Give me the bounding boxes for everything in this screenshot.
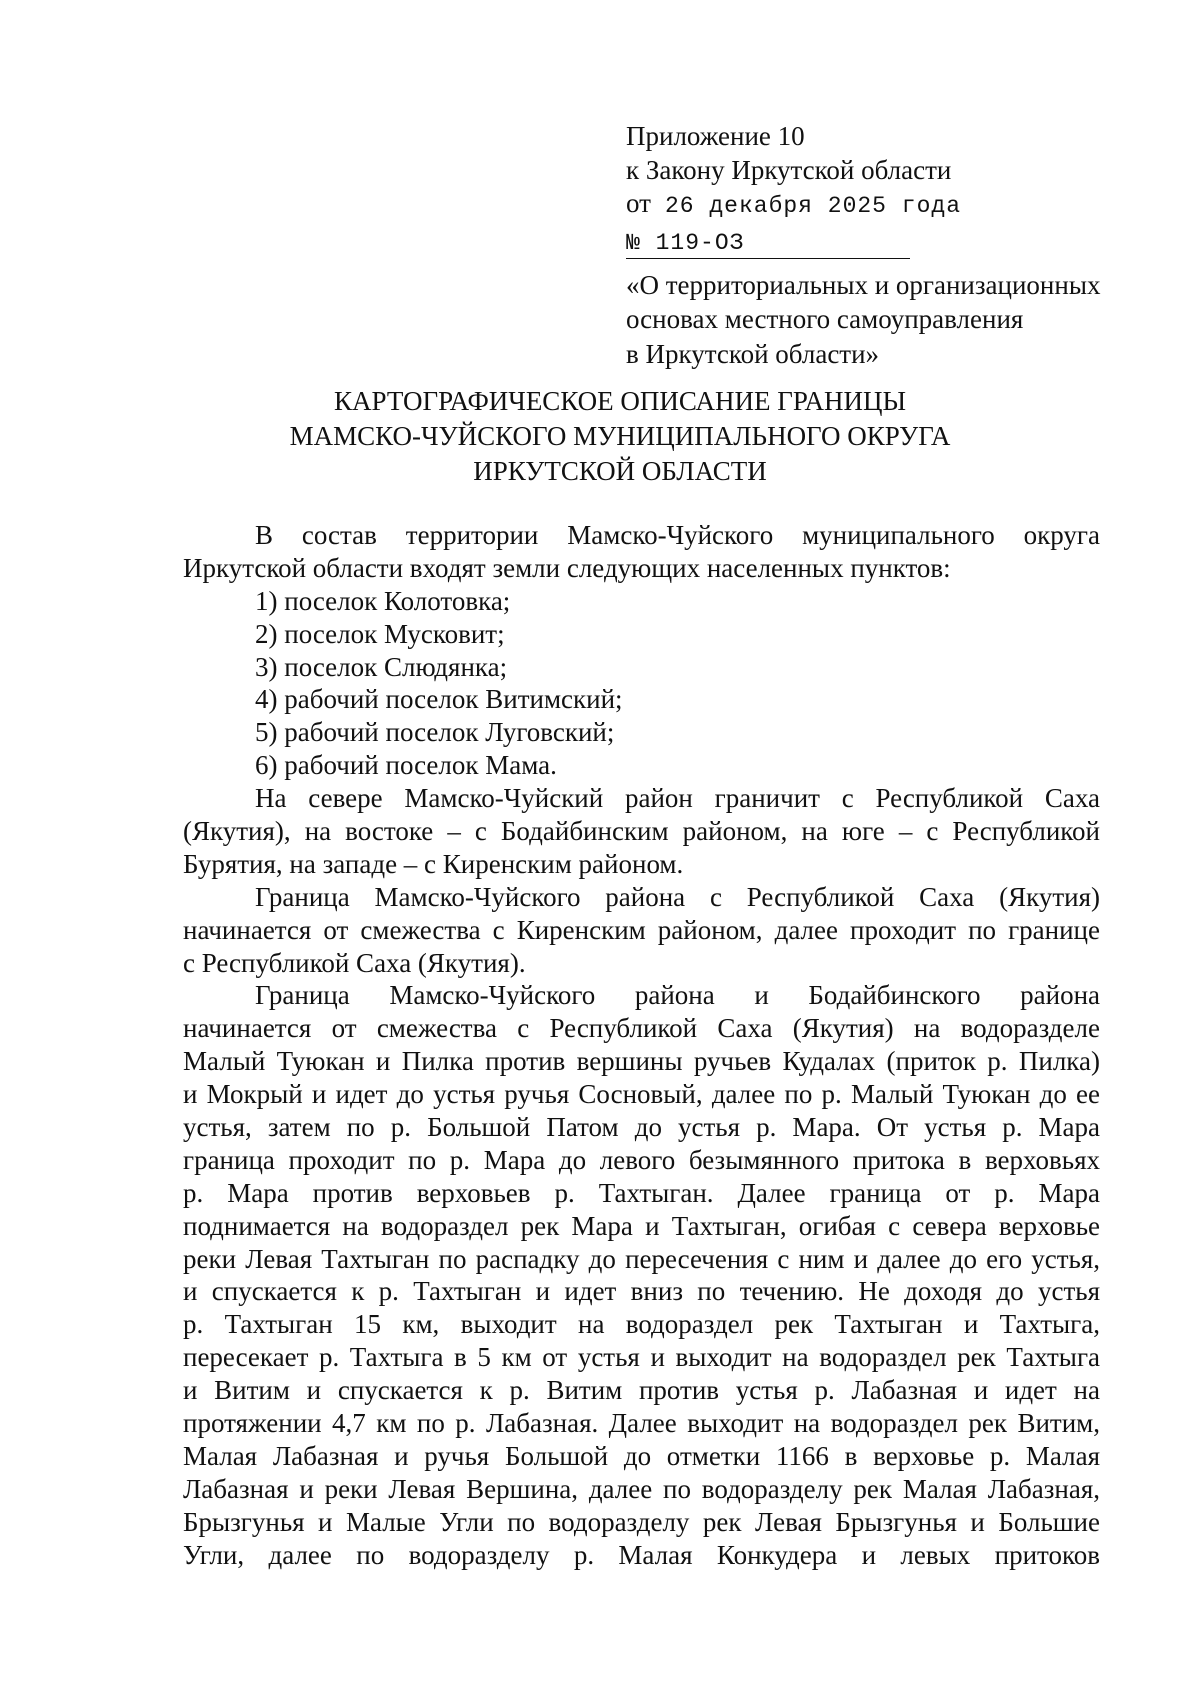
appendix-date: 26 декабря 2025 года <box>664 193 961 219</box>
sakha-border-line: начинается от смежества с Киренским районом, далее проходит по границе <box>183 914 1100 945</box>
settlement-item: 3) поселок Слюдянка; <box>255 651 508 682</box>
sakha-border-line: Граница Мамско-Чуйского района с Республикой Саха (Якутия) <box>255 881 1100 912</box>
heading-line: КАРТОГРАФИЧЕСКОЕ ОПИСАНИЕ ГРАНИЦЫ <box>333 386 907 416</box>
bodaibo-border-line: пересекает р. Тахтыга в 5 км от устья и выходит на водораздел рек Тахтыга <box>183 1342 1100 1373</box>
bodaibo-border-line: Брызгунья и Малые Угли по водоразделу рек Левая Брызгунья и Большие <box>183 1506 1100 1537</box>
bodaibo-border-line: протяжении 4,7 км по р. Лабазная. Далее выходит на водораздел рек Витим, <box>183 1408 1100 1439</box>
bodaibo-border-line: Малая Лабазная и ручья Большой до отметки 1166 в верховье р. Малая <box>183 1440 1100 1471</box>
bodaibo-border-line: граница проходит по р. Мара до левого безымянного притока в верховьях <box>183 1144 1100 1175</box>
bodaibo-border-line: поднимается на водораздел рек Мара и Тахтыган, огибая с севера верховье <box>183 1210 1100 1241</box>
bodaibo-border-line: Лабазная и реки Левая Вершина, далее по водоразделу рек Малая Лабазная, <box>183 1473 1100 1504</box>
appendix-law-reference: к Закону Иркутской области <box>626 154 952 185</box>
bodaibo-border-line: р. Мара против верховьев р. Тахтыган. Далее граница от р. Мара <box>183 1177 1100 1208</box>
settlement-item: 5) рабочий поселок Луговский; <box>255 717 615 748</box>
settlement-item: 6) рабочий поселок Мама. <box>255 750 557 781</box>
law-name-line: основах местного самоуправления <box>626 304 1024 334</box>
bodaibo-border-line: Малый Туюкан и Пилка против вершины ручьев Кудалах (приток р. Пилка) <box>183 1046 1100 1077</box>
bodaibo-border-line: и спускается к р. Тахтыган и идет вниз по течению. Не доходя до устья <box>183 1276 1100 1307</box>
bodaibo-border-line: начинается от смежества с Республикой Саха (Якутия) на водоразделе <box>183 1013 1100 1044</box>
heading-line: ИРКУТСКОЙ ОБЛАСТИ <box>473 456 767 486</box>
law-name-line: «О территориальных и организационных <box>626 269 1101 300</box>
appendix-title: Приложение 10 <box>626 121 805 151</box>
bodaibo-border-line: Граница Мамско-Чуйского района и Бодайбинского района <box>255 980 1100 1011</box>
bodaibo-border-line: Угли, далее по водоразделу р. Малая Конкудера и левых притоков <box>183 1539 1100 1570</box>
bodaibo-border-line: р. Тахтыган 15 км, выходит на водораздел рек Тахтыган и Тахтыга, <box>183 1309 1100 1340</box>
appendix-date-prefix: от <box>626 188 651 218</box>
appendix-date-line <box>626 187 1100 224</box>
neighbors-line: На севере Мамско-Чуйский район граничит с Республикой Саха <box>255 783 1100 814</box>
sakha-border-line: с Республикой Саха (Якутия). <box>183 947 526 978</box>
appendix-number: № 119-ОЗ <box>626 228 910 259</box>
bodaibo-border-line: и Витим и спускается к р. Витим против устья р. Лабазная и идет на <box>183 1375 1100 1406</box>
appendix-law-name <box>626 268 1100 372</box>
heading-line: МАМСКО-ЧУЙСКОГО МУНИЦИПАЛЬНОГО ОКРУГА <box>289 421 951 451</box>
document-heading <box>180 384 1060 489</box>
bodaibo-border-line: и Мокрый и идет до устья ручья Сосновый, далее по р. Малый Туюкан до ее <box>183 1079 1100 1110</box>
settlement-item: 4) рабочий поселок Витимский; <box>255 684 623 715</box>
document-body <box>183 519 1100 1572</box>
law-name-line: в Иркутской области» <box>626 338 880 369</box>
neighbors-line: (Якутия), на востоке – с Бодайбинским районом, на юге – с Республикой <box>183 816 1100 847</box>
bodaibo-border-line: устья, затем по р. Большой Патом до устья р. Мара. От устья р. Мара <box>183 1112 1100 1143</box>
intro-line: Иркутской области входят земли следующих населенных пунктов: <box>183 552 951 583</box>
appendix-block <box>626 120 1100 371</box>
bodaibo-border-line: реки Левая Тахтыган по распадку до пересечения с ним и далее до его устья, <box>183 1243 1100 1274</box>
neighbors-line: Бурятия, на западе – с Киренским районом. <box>183 848 684 879</box>
settlement-item: 1) поселок Колотовка; <box>255 585 511 616</box>
settlement-item: 2) поселок Мусковит; <box>255 618 505 649</box>
intro-line: В состав территории Мамско-Чуйского муниципального округа <box>255 520 1100 550</box>
